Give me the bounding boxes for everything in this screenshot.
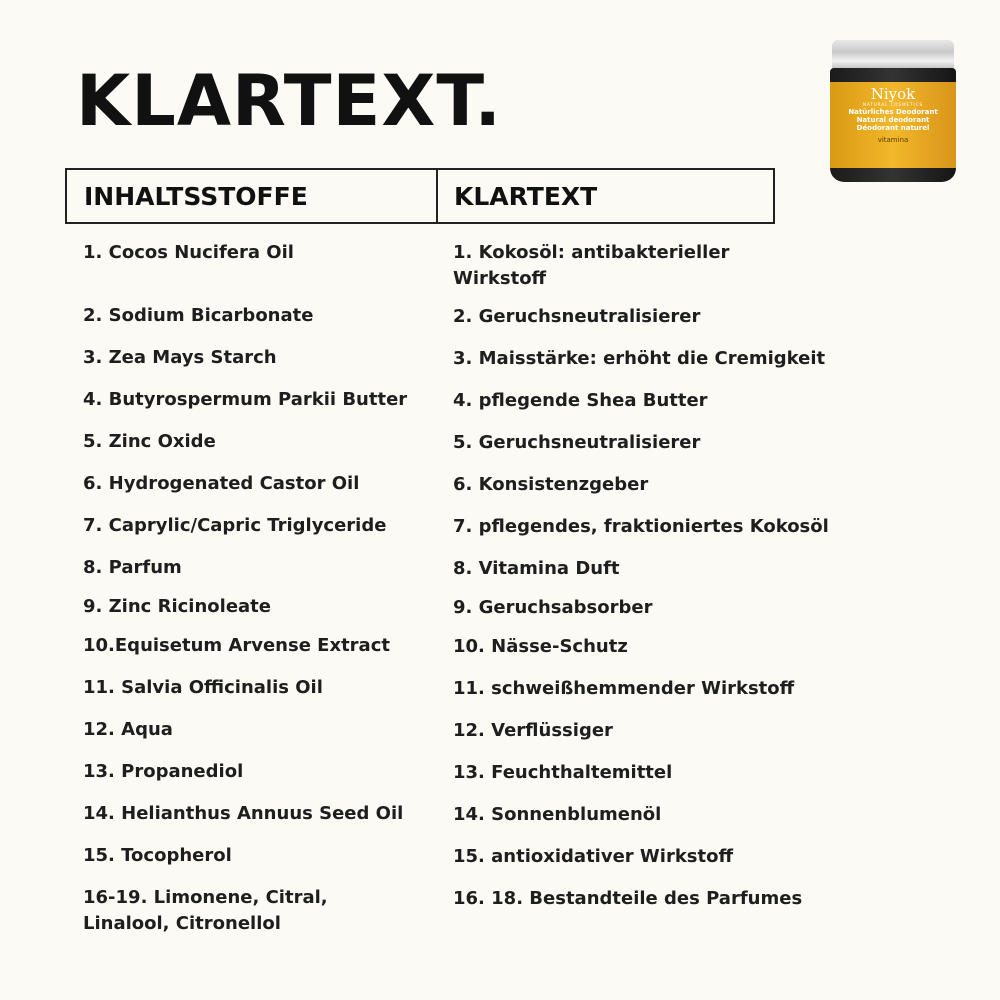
- ingredient-item: 1. Cocos Nucifera Oil: [83, 242, 294, 263]
- jar-label: [830, 82, 956, 168]
- page-title: KLARTEXT.: [76, 60, 503, 142]
- klartext-item: 10. Nässe-Schutz: [453, 636, 628, 657]
- ingredient-item: 12. Aqua: [83, 719, 173, 740]
- ingredient-item: 14. Helianthus Annuus Seed Oil: [83, 803, 404, 824]
- product-variant: vitamina: [877, 136, 909, 144]
- klartext-item: 4. pflegende Shea Butter: [453, 390, 708, 411]
- table-header: [65, 168, 775, 224]
- ingredient-item: 10.Equisetum Arvense Extract: [83, 635, 390, 656]
- ingredient-item: 5. Zinc Oxide: [83, 431, 216, 452]
- jar-body: [830, 68, 956, 182]
- klartext-item: 3. Maisstärke: erhöht die Cremigkeit: [453, 348, 826, 369]
- product-line-de: Natürliches Deodorant: [848, 108, 938, 116]
- product-brand: Niyok: [870, 85, 916, 103]
- product-image: [830, 40, 956, 182]
- ingredient-item: 8. Parfum: [83, 557, 182, 578]
- ingredient-item: 4. Butyrospermum Parkii Butter: [83, 389, 408, 410]
- klartext-item: 13. Feuchthaltemittel: [453, 762, 673, 783]
- ingredient-item: 6. Hydrogenated Castor Oil: [83, 473, 360, 494]
- ingredient-item: 9. Zinc Ricinoleate: [83, 596, 271, 617]
- header-klartext: KLARTEXT: [454, 181, 598, 211]
- jar-lid: [832, 40, 954, 70]
- klartext-item: 6. Konsistenzgeber: [453, 474, 649, 495]
- ingredient-item: 13. Propanediol: [83, 761, 244, 782]
- klartext-item: 16. 18. Bestandteile des Parfumes: [453, 888, 803, 909]
- ingredient-item: 2. Sodium Bicarbonate: [83, 305, 314, 326]
- klartext-item: 15. antioxidativer Wirkstoff: [453, 846, 734, 867]
- klartext-item: 7. pflegendes, fraktioniertes Kokosöl: [453, 516, 829, 537]
- ingredient-item: 7. Caprylic/Capric Triglyceride: [83, 515, 387, 536]
- klartext-item: 8. Vitamina Duft: [453, 558, 620, 579]
- product-line-fr: Déodorant naturel: [856, 124, 930, 132]
- ingredient-item: 11. Salvia Officinalis Oil: [83, 677, 323, 698]
- header-ingredients: INHALTSSTOFFE: [67, 170, 438, 222]
- product-line-en: Natural deodorant: [856, 116, 930, 124]
- ingredient-item: 3. Zea Mays Starch: [83, 347, 277, 368]
- klartext-item: 1. Kokosöl: antibakterieller Wirkstoff: [453, 242, 730, 289]
- klartext-item: 11. schweißhemmender Wirkstoff: [453, 678, 795, 699]
- klartext-item: 14. Sonnenblumenöl: [453, 804, 662, 825]
- klartext-item: 5. Geruchsneutralisierer: [453, 432, 701, 453]
- klartext-item: 2. Geruchsneutralisierer: [453, 306, 701, 327]
- ingredient-item: 15. Tocopherol: [83, 845, 232, 866]
- klartext-item: 9. Geruchsabsorber: [453, 597, 653, 618]
- ingredient-item: 16-19. Limonene, Citral, Linalool, Citronellol: [83, 887, 328, 934]
- klartext-item: 12. Verflüssiger: [453, 720, 613, 741]
- product-subtitle: NATURAL COSMETICS: [862, 102, 924, 107]
